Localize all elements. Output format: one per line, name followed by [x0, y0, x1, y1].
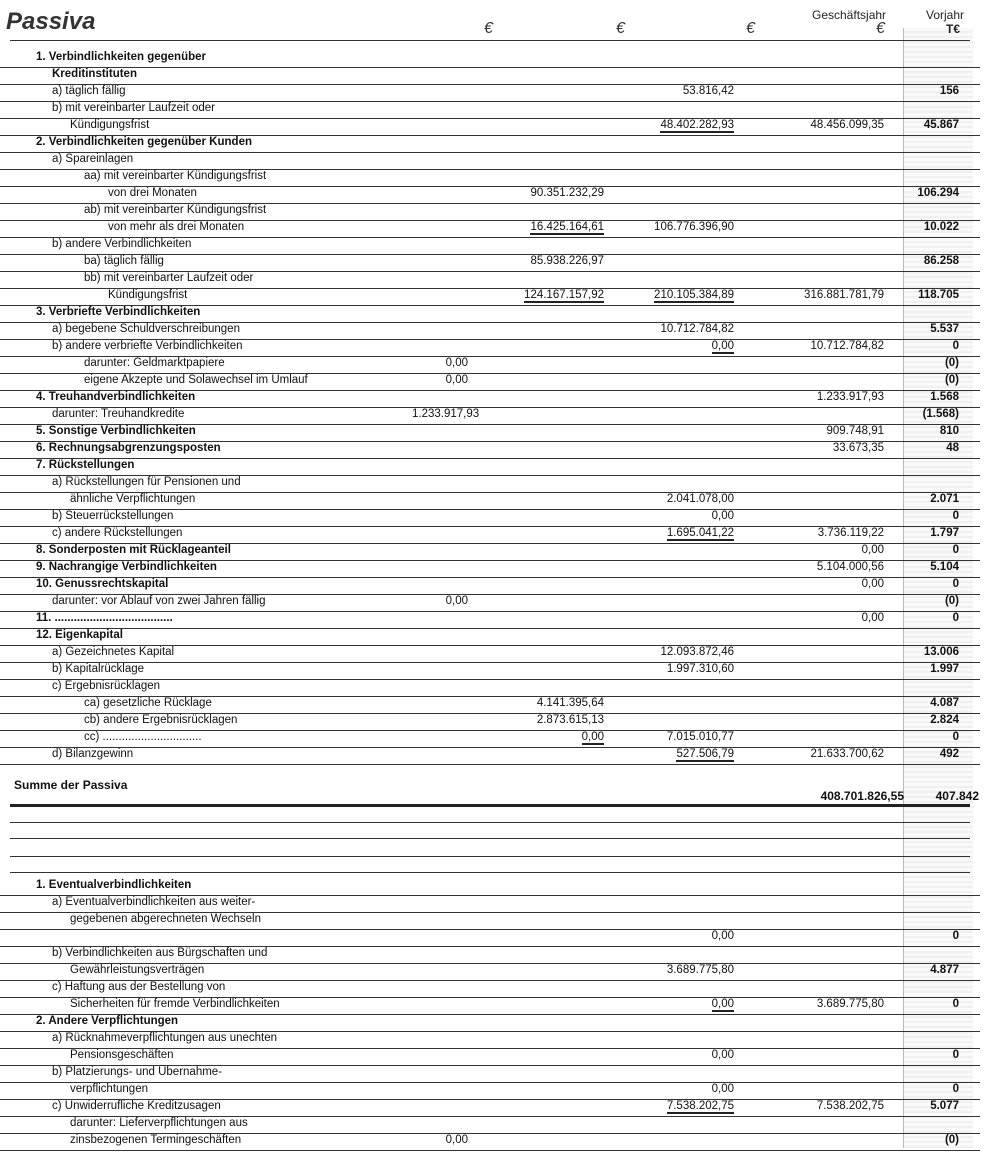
row-label: Sicherheiten für fremde Verbindlichkeiten: [70, 998, 280, 1010]
cell-c5: 0: [952, 998, 959, 1010]
cell-c2: 2.873.615,13: [536, 714, 604, 726]
cell-c2: 4.141.395,64: [536, 697, 604, 709]
cell-c3: 53.816,42: [682, 85, 734, 97]
cell-c1: 0,00: [445, 357, 468, 369]
row-label: b) Steuerrückstellungen: [52, 510, 174, 522]
cell-c3: 12.093.872,46: [660, 646, 734, 658]
table-row: [0, 305, 980, 323]
cell-c4: 909.748,91: [826, 425, 884, 437]
cell-c5: 4.877: [930, 964, 959, 976]
cell-c1: 0,00: [445, 374, 468, 386]
cell-c3: 2.041.078,00: [666, 493, 734, 505]
row-label: d) Bilanzgewinn: [52, 748, 134, 760]
cell-c3: 0,00: [711, 1049, 734, 1061]
blank-rule: [10, 838, 970, 839]
summe-label: Summe der Passiva: [14, 778, 128, 792]
table-row: [0, 878, 980, 896]
col4-header-label: Geschäftsjahr: [812, 8, 887, 22]
table-row: [0, 492, 980, 510]
table-row: [0, 1065, 980, 1083]
cell-c5: 48: [946, 442, 959, 454]
cell-c4: 1.233.917,93: [816, 391, 884, 403]
total-double-rule: [10, 804, 970, 807]
cell-c5: 10.022: [923, 221, 959, 233]
table-row: [0, 152, 980, 170]
cell-c4: 7.538.202,75: [816, 1100, 884, 1112]
table-row: [0, 963, 980, 981]
table-row: [0, 441, 980, 459]
row-label: darunter: Lieferverpflichtungen aus: [70, 1117, 248, 1129]
cell-c4: 10.712.784,82: [810, 340, 884, 352]
row-label: cc) ...............................: [84, 731, 202, 743]
cell-c2: 85.938.226,97: [530, 255, 604, 267]
row-label: zinsbezogenen Termingeschäften: [70, 1134, 242, 1146]
table-row: [0, 543, 980, 561]
cell-c5: 4.087: [930, 697, 959, 709]
cell-c5: 0: [952, 578, 959, 590]
cell-c3: 3.689.775,80: [666, 964, 734, 976]
col1-currency: €: [484, 20, 493, 37]
cell-c3: 0,00: [711, 1083, 734, 1095]
col5-header-label: Vorjahr: [926, 8, 965, 22]
cell-c5: 0: [952, 930, 959, 942]
row-label: von mehr als drei Monaten: [108, 221, 245, 233]
row-label: 5. Sonstige Verbindlichkeiten: [36, 425, 196, 437]
row-label: darunter: Treuhandkredite: [52, 408, 185, 420]
cell-c3: 1.695.041,22: [666, 527, 734, 539]
row-label: 1. Verbindlichkeiten gegenüber: [36, 51, 206, 63]
row-label: a) Rückstellungen für Pensionen und: [52, 476, 241, 488]
table-row: [0, 373, 980, 391]
row-label: cb) andere Ergebnisrücklagen: [84, 714, 238, 726]
table-row: [0, 1099, 980, 1117]
table-row: [0, 1031, 980, 1049]
cell-c3: 48.402.282,93: [660, 119, 734, 131]
row-label: Kündigungsfrist: [108, 289, 188, 301]
cell-c3: 106.776.396,90: [654, 221, 734, 233]
table-row: [0, 645, 980, 663]
row-label: a) Gezeichnetes Kapital: [52, 646, 175, 658]
table-row: [0, 50, 980, 68]
cell-c5: (0): [944, 595, 959, 607]
table-row: [0, 271, 980, 289]
cell-c5: (0): [944, 357, 959, 369]
row-label: Kündigungsfrist: [70, 119, 150, 131]
row-label: a) täglich fällig: [52, 85, 126, 97]
table-row: [0, 747, 980, 765]
row-label: c) Ergebnisrücklagen: [52, 680, 161, 692]
row-label: a) Eventualverbindlichkeiten aus weiter-: [52, 896, 256, 908]
row-label: a) begebene Schuldverschreibungen: [52, 323, 240, 335]
cell-c2: 124.167.157,92: [524, 289, 604, 301]
table-row: [0, 67, 980, 85]
table-row: [0, 101, 980, 119]
table-row: [0, 679, 980, 697]
cell-c3: 0,00: [711, 930, 734, 942]
row-label: 11. .....................................: [36, 612, 173, 624]
table-row: [0, 288, 980, 306]
col3-currency: €: [746, 20, 755, 37]
cell-c5: 13.006: [923, 646, 959, 658]
cell-c4: 21.633.700,62: [810, 748, 884, 760]
row-label: verpflichtungen: [70, 1083, 148, 1095]
table-row: [0, 1048, 980, 1066]
cell-c4: 3.689.775,80: [816, 998, 884, 1010]
cell-c5: 5.077: [930, 1100, 959, 1112]
cell-c1: 0,00: [445, 595, 468, 607]
cell-c2: 90.351.232,29: [530, 187, 604, 199]
table-row: [0, 929, 980, 947]
blank-rule: [10, 872, 970, 873]
col2-currency: €: [616, 20, 625, 37]
cell-c3: 0,00: [711, 510, 734, 522]
table-row: [0, 1116, 980, 1134]
row-label: bb) mit vereinbarter Laufzeit oder: [84, 272, 254, 284]
cell-c5: (1.568): [922, 408, 959, 420]
cell-c3: 0,00: [711, 998, 734, 1010]
blank-rule: [10, 856, 970, 857]
cell-c5: 118.705: [918, 289, 959, 301]
cell-c5: 2.824: [930, 714, 959, 726]
table-row: [0, 356, 980, 374]
row-label: 8. Sonderposten mit Rücklageanteil: [36, 544, 231, 556]
row-label: 12. Eigenkapital: [36, 629, 123, 641]
summe-prior-value: 407.842: [935, 789, 979, 803]
cell-c5: 1.568: [930, 391, 959, 403]
cell-c3: 7.538.202,75: [666, 1100, 734, 1112]
row-label: ähnliche Verpflichtungen: [70, 493, 196, 505]
summe-value: 408.701.826,55: [820, 789, 904, 803]
row-label: 6. Rechnungsabgrenzungsposten: [36, 442, 221, 454]
row-label: ab) mit vereinbarter Kündigungsfrist: [84, 204, 267, 216]
cell-c3: 10.712.784,82: [660, 323, 734, 335]
row-label: 10. Genussrechtskapital: [36, 578, 169, 590]
cell-c4: 33.673,35: [832, 442, 884, 454]
row-label: c) andere Rückstellungen: [52, 527, 183, 539]
table-row: [0, 186, 980, 204]
cell-c3: 527.506,79: [676, 748, 734, 760]
table-row: [0, 322, 980, 340]
cell-c5: (0): [944, 374, 959, 386]
row-label: gegebenen abgerechneten Wechseln: [70, 913, 261, 925]
table-row: [0, 730, 980, 748]
row-label: 4. Treuhandverbindlichkeiten: [36, 391, 196, 403]
cell-c4: 3.736.119,22: [817, 527, 884, 539]
table-row: [0, 912, 980, 930]
table-row: [0, 611, 980, 629]
row-label: a) Rücknahmeverpflichtungen aus unechten: [52, 1032, 278, 1044]
cell-c4: 48.456.099,35: [810, 119, 884, 131]
row-label: b) Kapitalrücklage: [52, 663, 145, 675]
row-label: aa) mit vereinbarter Kündigungsfrist: [84, 170, 267, 182]
table-row: [0, 203, 980, 221]
cell-c2: 0,00: [581, 731, 604, 743]
row-label: darunter: Geldmarktpapiere: [84, 357, 225, 369]
row-label: c) Haftung aus der Bestellung von: [52, 981, 226, 993]
cell-c4: 316.881.781,79: [804, 289, 884, 301]
cell-c1: 0,00: [445, 1134, 468, 1146]
table-row: [0, 390, 980, 408]
row-label: ca) gesetzliche Rücklage: [84, 697, 212, 709]
table-row: [0, 628, 980, 646]
table-row: [0, 1014, 980, 1032]
row-label: a) Spareinlagen: [52, 153, 134, 165]
col4-currency: €: [876, 20, 885, 37]
row-label: darunter: vor Ablauf von zwei Jahren fällig: [52, 595, 266, 607]
row-label: 3. Verbriefte Verbindlichkeiten: [36, 306, 201, 318]
row-label: 2. Andere Verpflichtungen: [36, 1015, 179, 1027]
table-row: [0, 237, 980, 255]
row-label: b) andere Verbindlichkeiten: [52, 238, 192, 250]
cell-c0: 1.233.917,93: [412, 408, 480, 420]
cell-c3: 7.015.010,77: [666, 731, 734, 743]
row-label: b) Platzierungs- und Übernahme-: [52, 1066, 223, 1078]
cell-c2: 16.425.164,61: [530, 221, 604, 233]
cell-c5: 0: [952, 612, 959, 624]
table-row: [0, 696, 980, 714]
cell-c5: 5.537: [930, 323, 959, 335]
cell-c5: 86.258: [923, 255, 959, 267]
table-row: [0, 84, 980, 102]
cell-c5: 0: [952, 510, 959, 522]
cell-c5: 810: [939, 425, 959, 437]
row-label: Pensionsgeschäften: [70, 1049, 174, 1061]
row-label: b) andere verbriefte Verbindlichkeiten: [52, 340, 243, 352]
table-row: [0, 1133, 980, 1151]
cell-c5: 0: [952, 340, 959, 352]
table-row: [0, 980, 980, 998]
page-title: Passiva: [6, 8, 96, 35]
row-label: c) Unwiderrufliche Kreditzusagen: [52, 1100, 221, 1112]
cell-c5: 45.867: [923, 119, 959, 131]
cell-c3: 0,00: [711, 340, 734, 352]
table-row: [0, 594, 980, 612]
row-label: Gewährleistungsverträgen: [70, 964, 205, 976]
table-row: [0, 526, 980, 544]
cell-c5: 1.997: [930, 663, 959, 675]
cell-c5: 106.294: [917, 187, 959, 199]
cell-c5: 1.797: [930, 527, 959, 539]
cell-c4: 0,00: [861, 544, 884, 556]
cell-c4: 0,00: [861, 612, 884, 624]
cell-c5: 0: [952, 1049, 959, 1061]
table-row: [0, 339, 980, 357]
table-row: [0, 475, 980, 493]
table-row: [0, 118, 980, 136]
row-label: ba) täglich fällig: [84, 255, 164, 267]
table-row: [0, 997, 980, 1015]
cell-c5: 492: [939, 748, 959, 760]
row-label: Kreditinstituten: [52, 68, 137, 80]
row-label: 1. Eventualverbindlichkeiten: [36, 879, 192, 891]
cell-c4: 5.104.000,56: [816, 561, 884, 573]
cell-c5: 5.104: [930, 561, 959, 573]
table-row: [0, 895, 980, 913]
table-row: [0, 1082, 980, 1100]
table-row: [0, 509, 980, 527]
table-row: [0, 946, 980, 964]
cell-c4: 0,00: [861, 578, 884, 590]
table-row: [0, 220, 980, 238]
cell-c5: 0: [952, 544, 959, 556]
cell-c3: 210.105.384,89: [654, 289, 734, 301]
row-label: von drei Monaten: [108, 187, 197, 199]
row-label: b) Verbindlichkeiten aus Bürgschaften und: [52, 947, 268, 959]
table-row: [0, 424, 980, 442]
cell-c5: 156: [939, 85, 959, 97]
row-label: b) mit vereinbarter Laufzeit oder: [52, 102, 215, 114]
table-row: [0, 254, 980, 272]
row-label: eigene Akzepte und Solawechsel im Umlauf: [84, 374, 308, 386]
table-row: [0, 458, 980, 476]
table-row: [0, 135, 980, 153]
table-row: [0, 560, 980, 578]
table-row: [0, 407, 980, 425]
row-label: 7. Rückstellungen: [36, 459, 135, 471]
table-row: [0, 662, 980, 680]
table-row: [0, 169, 980, 187]
blank-rule: [10, 822, 970, 823]
cell-c3: 1.997.310,60: [666, 663, 734, 675]
cell-c5: 0: [952, 731, 959, 743]
cell-c5: 2.071: [930, 493, 959, 505]
cell-c5: (0): [944, 1134, 959, 1146]
cell-c5: 0: [952, 1083, 959, 1095]
table-row: [0, 713, 980, 731]
header-rule: [10, 40, 970, 41]
row-label: 9. Nachrangige Verbindlichkeiten: [36, 561, 217, 573]
row-label: 2. Verbindlichkeiten gegenüber Kunden: [36, 136, 252, 148]
table-row: [0, 577, 980, 595]
col5-currency: T€: [946, 22, 961, 36]
